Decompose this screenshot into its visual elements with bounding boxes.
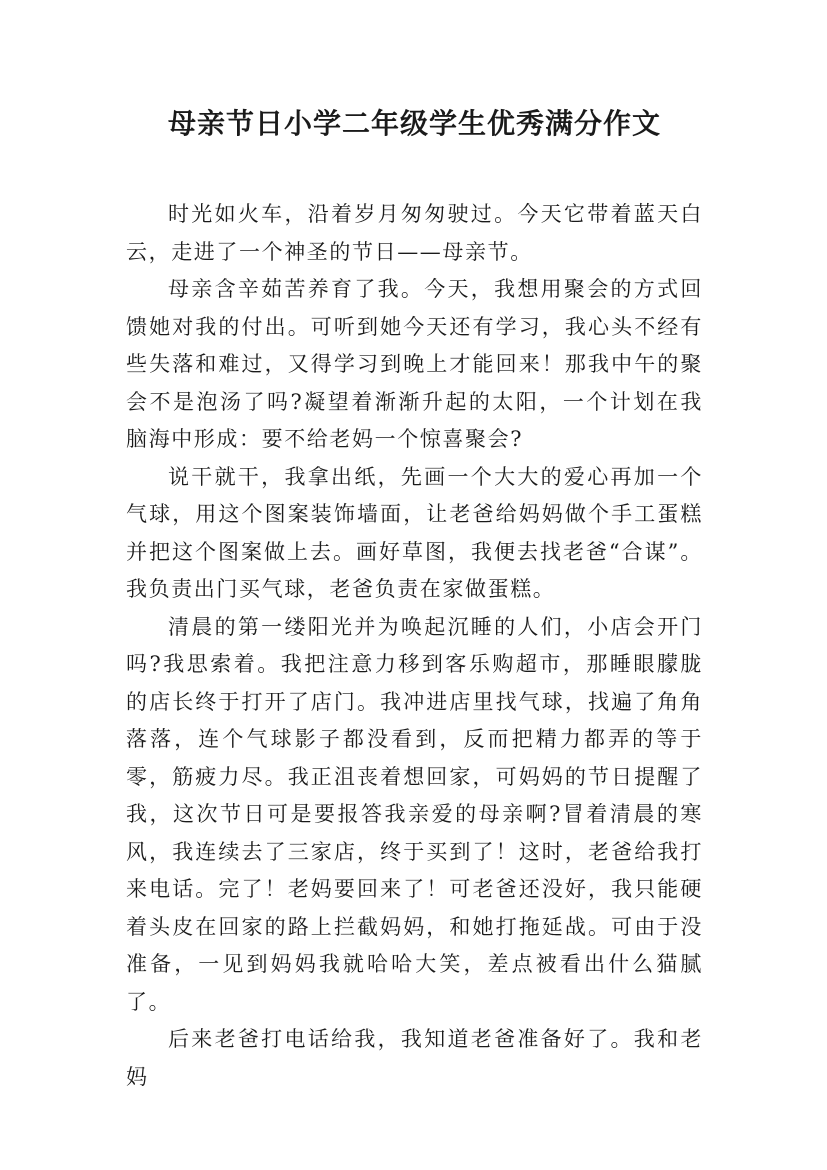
paragraph-2: 母亲含辛茹苦养育了我。今天，我想用聚会的方式回馈她对我的付出。可听到她今天还有学习，我心头不经有些失落和难过，又得学习到晚上才能回来！那我中午的聚会不是泡汤了吗?凝望着渐渐升起的太阳，一个计划在我脑海中形成：要不给老妈一个惊喜聚会? xyxy=(126,277,703,451)
paragraph-1: 时光如火车，沿着岁月匆匆驶过。今天它带着蓝天白云，走进了一个神圣的节日——母亲节。 xyxy=(126,202,703,264)
document-body xyxy=(126,196,703,1096)
paragraph-3: 说干就干，我拿出纸，先画一个大大的爱心再加一个气球，用这个图案装饰墙面，让老爸给妈妈做个手工蛋糕并把这个图案做上去。画好草图，我便去找老爸“合谋”。我负责出门买气球，老爸负责在家做蛋糕。 xyxy=(126,464,703,601)
paragraph-4: 清晨的第一缕阳光并为唤起沉睡的人们，小店会开门吗?我思索着。我把注意力移到客乐购超市，那睡眼朦胧的店长终于打开了店门。我冲进店里找气球，找遍了角角落落，连个气球影子都没看到，反而把精力都弄的等于零，筋疲力尽。我正沮丧着想回家，可妈妈的节日提醒了我，这次节日可是要报答我亲爱的母亲啊?冒着清晨的寒风，我连续去了三家店，终于买到了！这时，老爸给我打来电话。完了！老妈要回来了！可老爸还没好，我只能硬着头皮在回家的路上拦截妈妈，和她打拖延战。可由于没准备，一见到妈妈我就哈哈大笑，差点被看出什么猫腻了。 xyxy=(126,614,703,1014)
document-title: 母亲节日小学二年级学生优秀满分作文 xyxy=(167,107,661,140)
paragraph-5: 后来老爸打电话给我，我知道老爸准备好了。我和老妈 xyxy=(126,1027,703,1089)
